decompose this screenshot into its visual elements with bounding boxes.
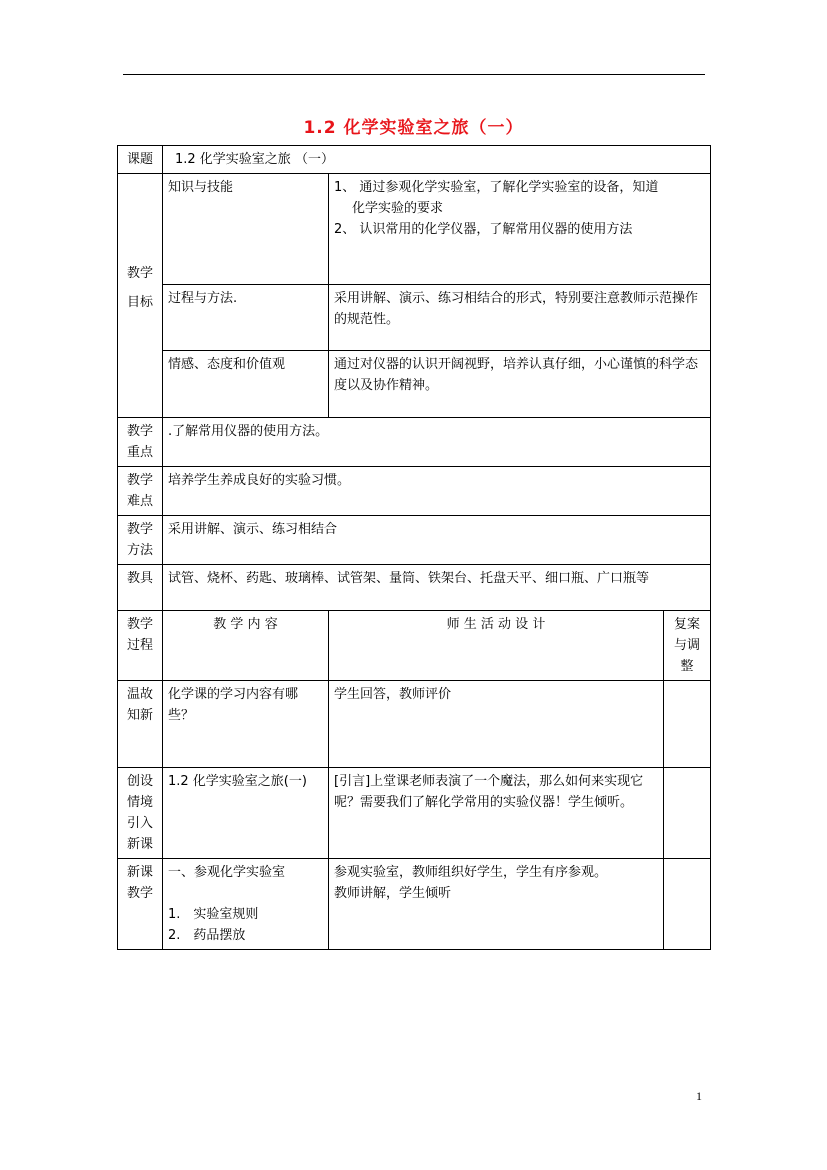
tools-value: 试管、烧杯、药匙、玻璃棒、试管架、量筒、铁架台、托盘天平、细口瓶、广口瓶等 [163,565,711,611]
difficulties-label [118,467,163,516]
review-header-line3: 整 [680,659,694,674]
activity-cell: 学生回答，教师评价 [329,681,664,768]
stage-label [118,681,163,768]
review-header [664,611,711,681]
objectives-label-line1: 教学 [126,266,153,281]
stage-label-line4: 新课 [126,837,153,852]
topic-value: 1.2 化学实验室之旅 （一） [163,146,711,174]
activity-line-2: 教师讲解，学生倾听 [334,886,452,901]
methods-row [118,516,711,565]
review-cell [664,859,711,950]
knowledge-item-2: 2、 认识常用的化学仪器，了解常用仪器的使用方法 [334,222,633,237]
objective-emotion-row [118,351,711,418]
tools-row [118,565,711,611]
stage-label-line1: 温故 [126,687,153,702]
key-points-label [118,418,163,467]
key-points-row [118,418,711,467]
content-item-1: 1. 实验室规则 [168,907,259,922]
methods-label-line2: 方法 [126,543,153,558]
page-number: 1 [696,1089,702,1103]
stage-label-line2: 情境 [126,795,153,810]
knowledge-item-1: 1、 通过参观化学实验室，了解化学实验室的设备，知道 [334,180,659,195]
content-cell [163,859,329,950]
activity-cell: [引言]上堂课老师表演了一个魔法，那么如何来实现它呢？需要我们了解化学常用的实验仪器！学生倾听。 [329,768,664,859]
content-heading: 一、参观化学实验室 [168,865,286,880]
objectives-label [118,174,163,418]
process-row-new-lesson [118,859,711,950]
process-label: 过程与方法. [163,285,329,351]
stage-label-line1: 创设 [126,774,153,789]
stage-label-line2: 教学 [126,886,153,901]
review-header-line2: 与调 [673,638,700,653]
knowledge-label: 知识与技能 [163,174,329,285]
methods-label-line1: 教学 [126,522,153,537]
content-cell: 1.2 化学实验室之旅(一) [163,768,329,859]
activity-cell [329,859,664,950]
review-cell [664,768,711,859]
process-row-intro [118,768,711,859]
stage-label [118,859,163,950]
knowledge-text [329,174,711,285]
process-header-line2: 过程 [126,638,153,653]
objectives-label-line2: 目标 [126,295,153,310]
lesson-plan-table [117,145,711,950]
stage-label-line1: 新课 [126,865,153,880]
topic-row [118,146,711,174]
process-row-review [118,681,711,768]
difficulties-label-line1: 教学 [126,473,153,488]
objective-knowledge-row [118,174,711,285]
methods-value: 采用讲解、演示、练习相结合 [163,516,711,565]
process-header-row [118,611,711,681]
objective-process-row [118,285,711,351]
content-item-2: 2. 药品摆放 [168,928,246,943]
key-points-value: .了解常用仪器的使用方法。 [163,418,711,467]
document-title: 1.2 化学实验室之旅（一） [303,118,524,138]
review-header-line1: 复案 [673,617,700,632]
key-points-label-line1: 教学 [126,424,153,439]
content-cell: 化学课的学习内容有哪些？ [163,681,329,768]
emotion-label: 情感、态度和价值观 [163,351,329,418]
knowledge-item-1-cont: 化学实验的要求 [352,201,444,216]
process-stage-header [118,611,163,681]
difficulties-row [118,467,711,516]
review-cell [664,681,711,768]
methods-label [118,516,163,565]
header-rule [123,74,705,75]
topic-label: 课题 [118,146,163,174]
activity-line-1: 参观实验室，教师组织好学生，学生有序参观。 [334,865,608,880]
tools-label: 教具 [118,565,163,611]
process-text: 采用讲解、演示、练习相结合的形式，特别要注意教师示范操作的规范性。 [329,285,711,351]
stage-label [118,768,163,859]
process-header-line1: 教学 [126,617,153,632]
stage-label-line3: 引入 [126,816,153,831]
stage-label-line2: 知新 [126,708,153,723]
key-points-label-line2: 重点 [126,445,153,460]
activity-header: 师 生 活 动 设 计 [329,611,664,681]
content-header: 教 学 内 容 [163,611,329,681]
difficulties-label-line2: 难点 [126,494,153,509]
emotion-text: 通过对仪器的认识开阔视野，培养认真仔细，小心谨慎的科学态度以及协作精神。 [329,351,711,418]
difficulties-value: 培养学生养成良好的实验习惯。 [163,467,711,516]
